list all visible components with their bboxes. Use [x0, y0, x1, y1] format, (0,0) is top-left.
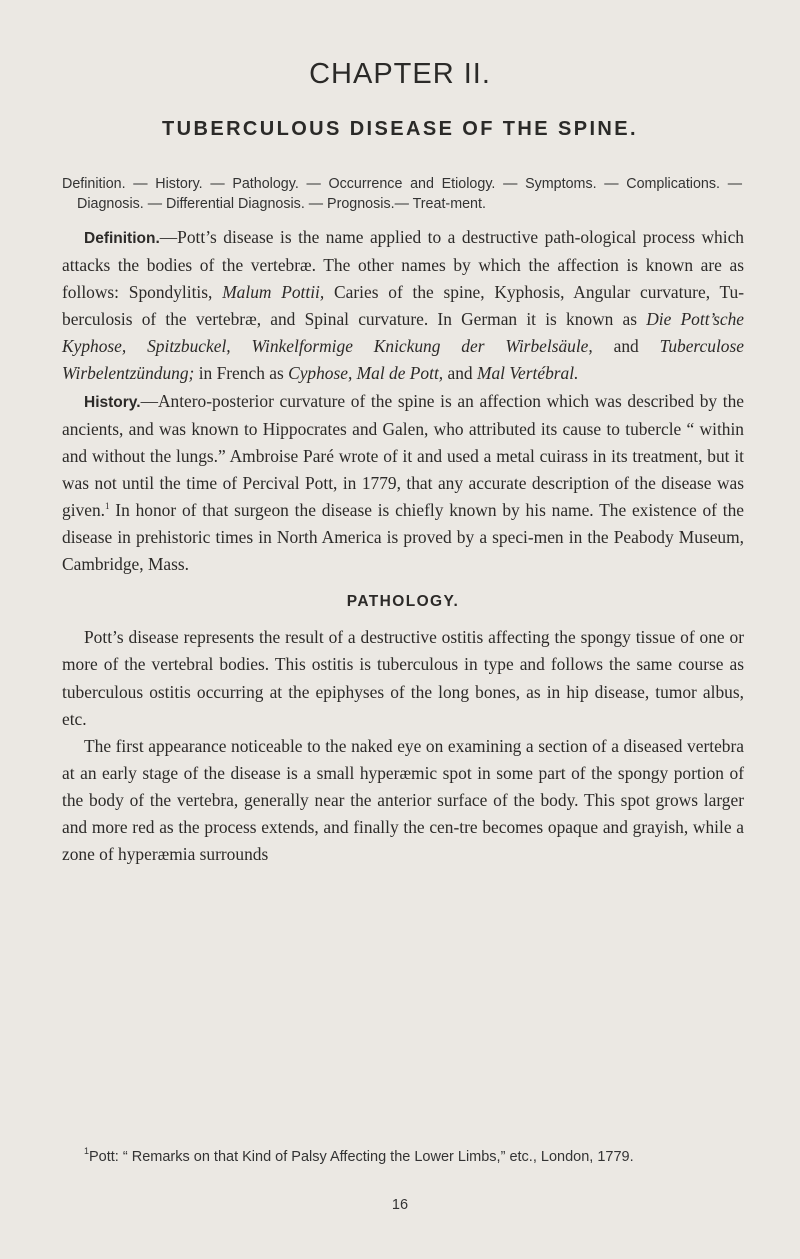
footnote	[62, 1147, 744, 1167]
body-text	[62, 224, 744, 868]
history-text: —Antero-posterior curvature of the spine is an affection which was described by the ancients, and was known to Hippocrates and Galen, who attributed its cause to tubercle “ within and without the lungs.” Ambroise Paré wrote of it and used a metal cuirass in its treatment, but it was not until the time of Percival Pott, in 1779, that any accurate description of the disease was given.	[62, 390, 744, 520]
history-lead: History.	[84, 393, 141, 411]
definition-italic: Tuberculose Wirbelentzündung;	[62, 336, 744, 384]
definition-text: in French as	[198, 363, 284, 384]
definition-text: and	[447, 363, 473, 384]
definition-paragraph	[62, 224, 744, 388]
definition-text: Caries of the spine, Kyphosis, Angular curvature, Tu-berculosis of the vertebræ, and Spinal curvature. In German it is known as	[62, 282, 745, 330]
definition-italic: Malum Pottii,	[222, 282, 325, 303]
history-text: In honor of that surgeon the disease is chiefly known by his name. The existence of the disease in prehistoric times in North America is proved by a speci-men in the Peabody Museum, Cambridge, Mass.	[62, 499, 744, 575]
footnote-body: Pott: “ Remarks on that Kind of Palsy Affecting the Lower Limbs,” etc., London, 1779.	[89, 1149, 634, 1165]
pathology-paragraph: Pott’s disease represents the result of a destructive ostitis affecting the spongy tissue of one or more of the vertebral bodies. This ostitis is tuberculous in type and follows the same course as tuberculous ostitis occurring at the epiphyses of the long bones, as in hip disease, tumor albus, etc.	[62, 627, 744, 729]
footnote-reference[interactable]: 1	[104, 500, 110, 511]
definition-lead: Definition.	[84, 230, 160, 247]
pathology-paragraph: The first appearance noticeable to the naked eye on examining a section of a diseased vertebra at an early stage of the disease is a small hyperæmic spot in some part of the spongy portion of the body of the vertebra, generally near the anterior surface of the body. This spot grows larger and more red as the process extends, and finally the cen-tre becomes opaque and grayish, while a zone of hyperæmia surrounds	[62, 735, 744, 865]
definition-italic: Die Pott’sche Kyphose, Spitzbuckel, Winkelformige Knickung der Wirbelsäule,	[62, 309, 744, 357]
chapter-summary: Definition. — History. — Pathology. — Occurrence and Etiology. — Symptoms. — Complications. — Diagnosis. — Differential Diagnosis. — Prognosis.— Treat-ment.	[62, 176, 742, 212]
definition-text: and	[613, 336, 639, 357]
chapter-heading: CHAPTER II.	[309, 58, 491, 90]
pathology-heading: PATHOLOGY.	[346, 593, 460, 611]
definition-text: —Pott’s disease is the name applied to a destructive path-ological process which attacks the bodies of the vertebræ. The other names by which the affection is known are as follows: Spondylitis,	[62, 227, 744, 303]
page-number: 16	[391, 1197, 409, 1213]
footnote-marker: 1	[84, 1146, 90, 1156]
definition-italic: Mal Vertébral.	[476, 363, 579, 384]
history-paragraph	[62, 388, 744, 579]
definition-italic: Cyphose, Mal de Pott,	[288, 363, 444, 384]
footnote-text	[62, 1147, 744, 1167]
chapter-title: TUBERCULOUS DISEASE OF THE SPINE.	[162, 118, 638, 140]
